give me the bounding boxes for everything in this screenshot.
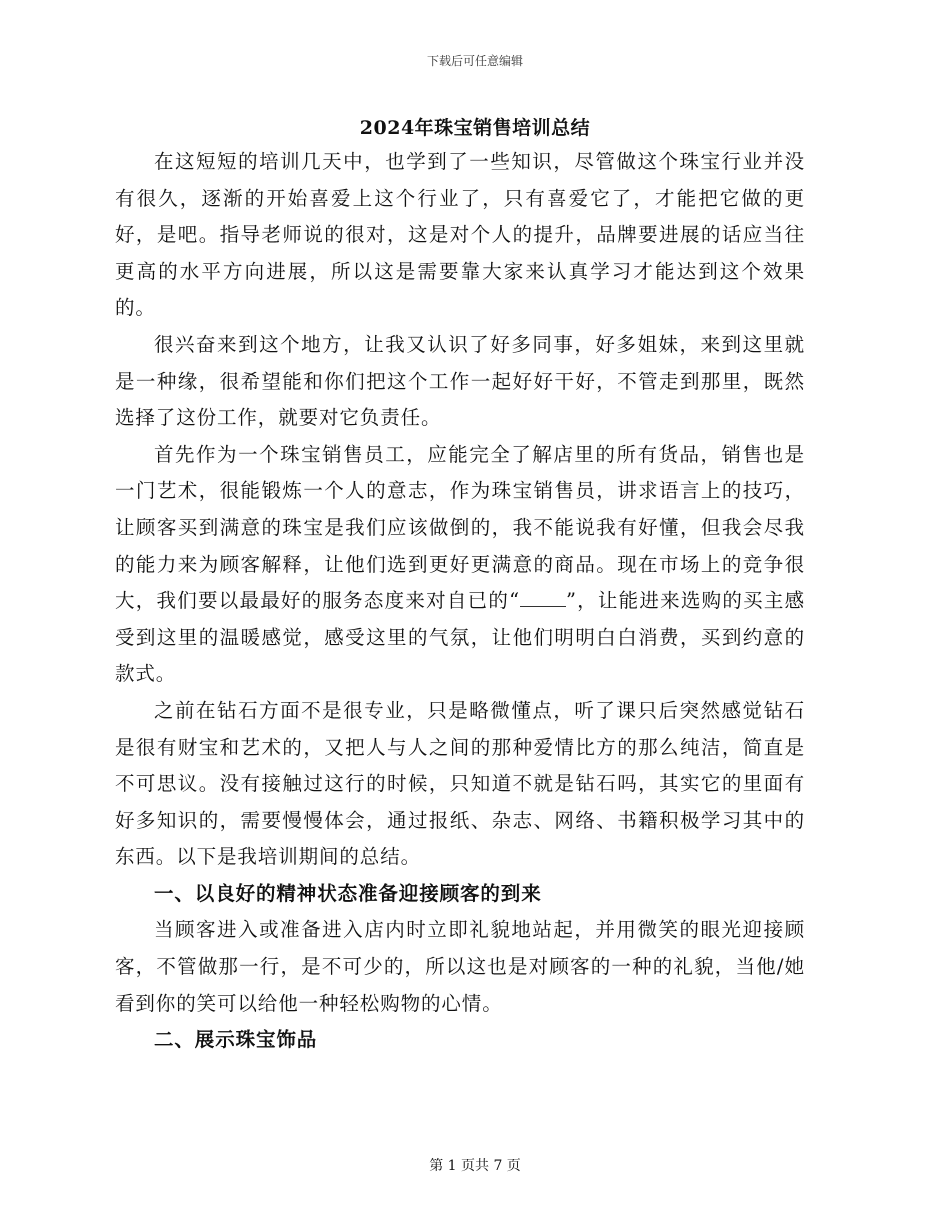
paragraph-sales-skills xyxy=(115,437,805,693)
fill-in-blank xyxy=(520,588,566,607)
document-body xyxy=(115,144,805,1059)
section-heading-1: 一、以良好的精神状态准备迎接顾客的到来 xyxy=(154,881,542,905)
page-footer: 第 1 页共 7 页 xyxy=(429,1158,521,1174)
page-header: 下载后可任意编辑 xyxy=(426,54,523,68)
paragraph-sales-skills-part1: 首先作为一个珠宝销售员工，应能完全了解店里的所有货品，销售也是一门艺术，很能锻炼一个人的意志，作为珠宝销售员，讲求语言上的技巧，让顾客买到满意的珠宝是我们应该做倒的，我不能说我有好懂，但我会尽我的能力来为顾客解释，让他们选到更好更满意的商品。现在市场上的竞争很大，我们要以最最好的服务态度来对自已的“ xyxy=(115,442,805,613)
paragraph-intro: 在这短短的培训几天中，也学到了一些知识，尽管做这个珠宝行业并没有很久，逐渐的开始喜爱上这个行业了，只有喜爱它了，才能把它做的更好，是吧。指导老师说的很对，这是对个人的提升，品牌要进展的话应当往更高的水平方向进展，所以这是需要靠大家来认真学习才能达到这个效果的。 xyxy=(115,150,805,320)
paragraph-diamonds: 之前在钻石方面不是很专业，只是略微懂点，听了课只后突然感觉钻石是很有财宝和艺术的，又把人与人之间的那种爱情比方的那么纯洁，简直是不可思议。没有接触过这行的时候，只知道不就是钻石吗，其实它的里面有好多知识的，需要慢慢体会，通过报纸、杂志、网络、书籍积极学习其中的东西。以下是我培训期间的总结。 xyxy=(115,698,805,869)
paragraph-colleagues: 很兴奋来到这个地方，让我又认识了好多同事，好多姐妹，来到这里就是一种缘，很希望能和你们把这个工作一起好好干好，不管走到那里，既然选择了这份工作，就要对它负责任。 xyxy=(115,332,805,430)
paragraph-sales-skills-part2: ”，让能进来选购的买主感受到这里的温暖感觉，感受这里的气氛，让他们明明白白消费，买到约意的款式。 xyxy=(115,589,805,686)
document-title: 2024年珠宝销售培训总结 xyxy=(359,117,591,139)
section-heading-2: 二、展示珠宝饰品 xyxy=(154,1028,318,1052)
paragraph-greeting-customers: 当顾客进入或准备进入店内时立即礼貌地站起，并用微笑的眼光迎接顾客，不管做那一行，是不可少的，所以这也是对顾客的一种的礼貌，当他/她看到你的笑可以给他一种轻松购物的心情。 xyxy=(115,918,805,1015)
